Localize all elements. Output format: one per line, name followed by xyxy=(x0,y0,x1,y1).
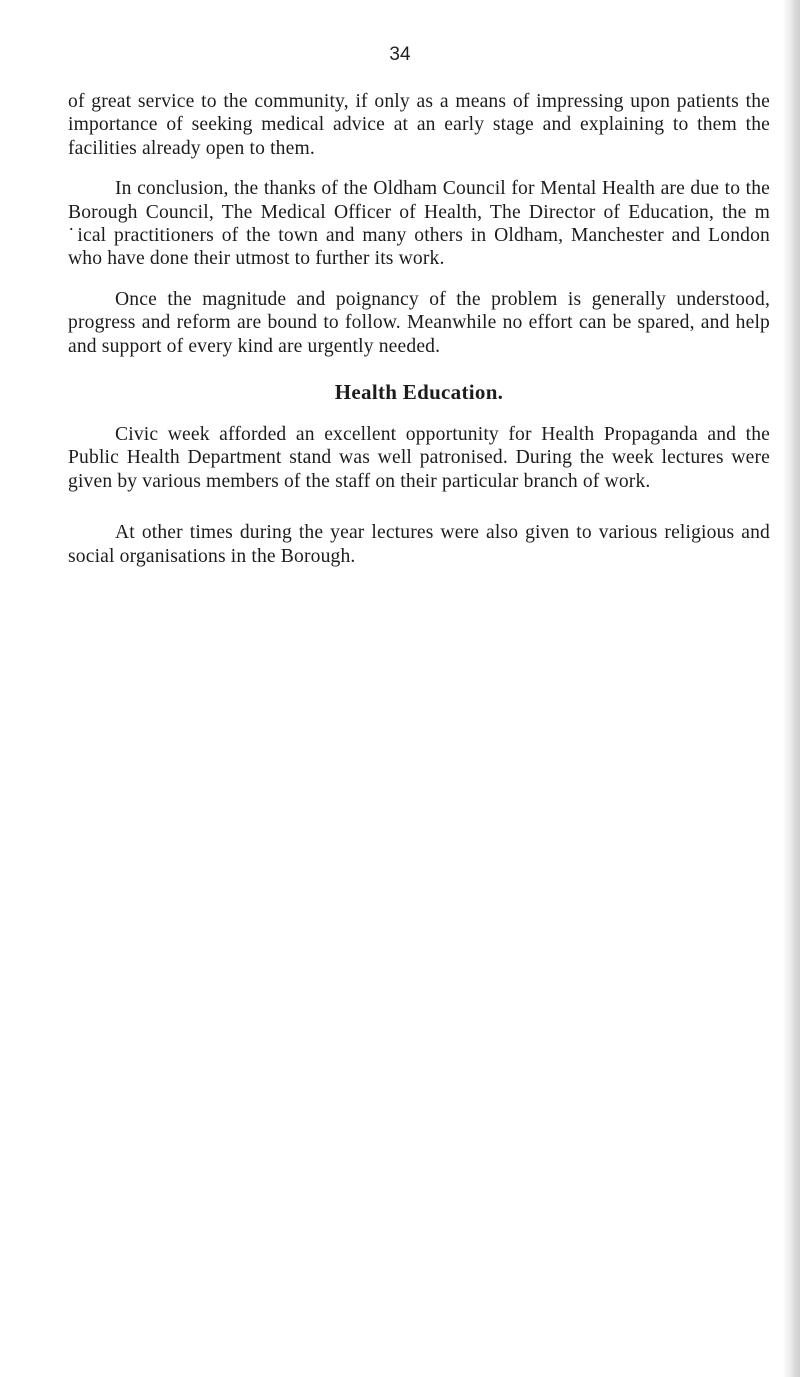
section-heading: Health Education. xyxy=(334,380,504,405)
paragraph-civic-week: Civic week afforded an excellent opportunity for Health Propaganda and the Public Health Department stand was well patronised. During the week lectures were given by various members of the staff on their particular branch of work. xyxy=(68,424,770,492)
paragraph-continuation: of great service to the community, if only as a means of impressing upon patients the importance of seeking medical advice at an early stage and explaining to them the facilities already open to them. xyxy=(68,91,770,159)
paragraph-other-lectures: At other times during the year lectures were also given to various religious and social organisations in the Borough. xyxy=(68,522,770,567)
paragraph-conclusion: In conclusion, the thanks of the Oldham Council for Mental Health are due to the Borough Council, The Medical Officer of Health, The Director of Education, the m ˙ical practitioners of the town and many others in Oldham, Manchester and London who have done their utmost to further its work. xyxy=(68,178,770,270)
page-number: 34 xyxy=(389,44,411,65)
paragraph-magnitude: Once the magnitude and poignancy of the problem is generally understood, progress and reform are bound to follow. Meanwhile no effort can be spared, and help and support of every kind are urgently needed. xyxy=(68,288,770,357)
page-edge-shadow xyxy=(782,0,800,1377)
page-body xyxy=(68,90,770,585)
